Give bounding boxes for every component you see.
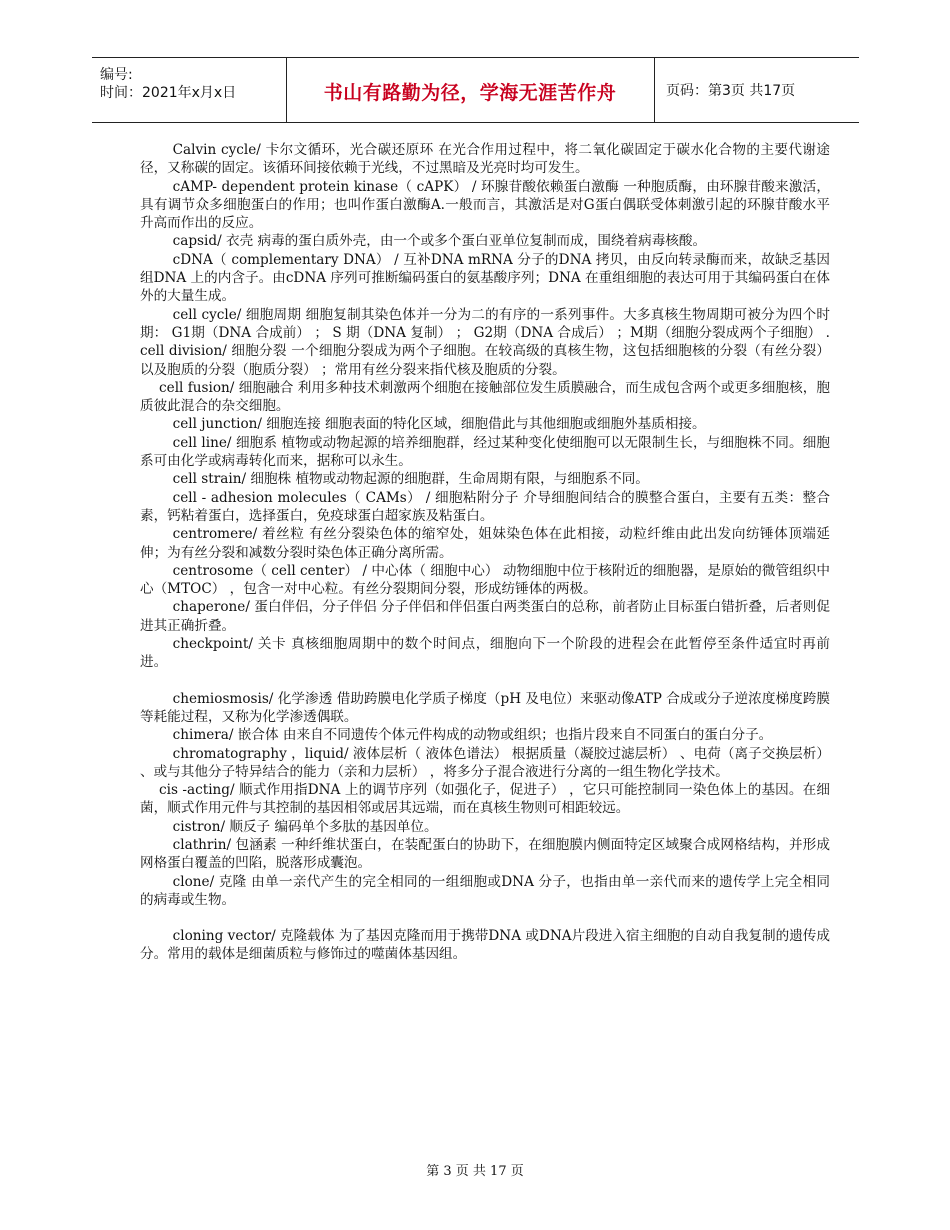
- entry-cdna: cDNA（ complementary DNA） / 互补DNA mRNA 分子的DNA 拷贝，由反向转录酶而来，故缺乏基因组DNA 上的内含子。由cDNA 序列可推断编码蛋白的氨基酸序列；DNA 在重组细胞的表达可用于其编码蛋白在体外的大量生成。: [140, 251, 830, 305]
- document-number-label: 编号:: [100, 67, 133, 83]
- entry-centromere: centromere/ 着丝粒 有丝分裂染色体的缩窄处，姐妹染色体在此相接，动粒纤维由此出发向纺锤体顶端延伸；为有丝分裂和减数分裂时染色体正确分离所需。: [140, 526, 830, 561]
- entry-cloning-vector: cloning vector/ 克隆载体 为了基因克隆而用于携带DNA 或DNA片段进入宿主细胞的自动自我复制的遗传成分。常用的载体是细菌质粒与修饰过的噬菌体基因组。: [140, 928, 830, 963]
- entry-cell-adhesion: cell - adhesion molecules（ CAMs） / 细胞粘附分子 介导细胞间结合的膜整合蛋白，主要有五类：整合素，钙粘着蛋白，选择蛋白，免疫球蛋白超家族及粘蛋白。: [140, 489, 830, 524]
- header-meta-cell: [92, 58, 287, 122]
- entry-cell-cycle: cell cycle/ 细胞周期 细胞复制其染色体并一分为二的有序的一系列事件。大多真核生物周期可被分为四个时期： G1期（DNA 合成前） ； S 期（DNA 复制） ； G2期（DNA 合成后） ；M期（细胞分裂成两个子细胞） . cell division/ 细胞分裂 一个细胞分裂成为两个子细胞。在较高级的真核生物，这包括细胞核的分裂（有丝分裂） 以及胞质的分裂（胞质分裂） ；常用有丝分裂来指代核及胞质的分裂。: [140, 306, 830, 378]
- header-motto-cell: [286, 58, 655, 122]
- entry-cistron: cistron/ 顺反子 编码单个多肽的基因单位。: [172, 818, 438, 835]
- header-motto: 书山有路勤为径，学海无涯苦作舟: [323, 82, 617, 104]
- header-page-code: 页码：第3页 共17页: [666, 83, 796, 99]
- entry-capsid: capsid/ 衣壳 病毒的蛋白质外壳，由一个或多个蛋白亚单位复制而成，围绕着病毒核酸。: [172, 233, 707, 250]
- entry-cell-line: cell line/ 细胞系 植物或动物起源的培养细胞群，经过某种变化使细胞可以无限制生长，与细胞株不同。细胞系可由化学或病毒转化而来，据称可以永生。: [140, 434, 830, 470]
- entry-chaperone: chaperone/ 蛋白伴侣，分子伴侣 分子伴侣和伴侣蛋白两类蛋白的总称，前者防止目标蛋白错折叠，后者则促进其正确折叠。: [140, 599, 830, 634]
- entry-clone: clone/ 克隆 由单一亲代产生的完全相同的一组细胞或DNA 分子，也指由单一亲代而来的遗传学上完全相同的病毒或生物。: [140, 873, 830, 908]
- entry-cell-strain: cell strain/ 细胞株 植物或动物起源的细胞群，生命周期有限，与细胞系不同。: [172, 471, 649, 488]
- document-date: 时间：2021年x月x日: [100, 85, 237, 101]
- entry-camp-kinase: cAMP- dependent protein kinase（ cAPK） / 环腺苷酸依赖蛋白激酶 一种胞质酶，由环腺苷酸来激活，具有调节众多细胞蛋白的作用；也叫作蛋白激酶A.一般而言，其激活是对G蛋白偶联受体刺激引起的环腺苷酸水平升高而作出的反应。: [140, 178, 830, 232]
- entry-checkpoint: checkpoint/ 关卡 真核细胞周期中的数个时间点，细胞向下一个阶段的进程会在此暂停至条件适宜时再前进。: [140, 636, 830, 671]
- entry-cell-fusion: cell fusion/ 细胞融合 利用多种技术刺激两个细胞在接触部位发生质膜融合，而生成包含两个或更多细胞核，胞质彼此混合的杂交细胞。: [140, 379, 830, 415]
- header-page-cell: [654, 58, 859, 122]
- entry-cis-acting: cis -acting/ 顺式作用指DNA 上的调节序列（如强化子，促进子） ，它只可能控制同一染色体上的基因。在细菌，顺式作用元件与其控制的基因相邻或居其远端，而在真核生物则可相距较远。: [140, 782, 830, 817]
- entry-chemiosmosis: chemiosmosis/ 化学渗透 借助跨膜电化学质子梯度（pH 及电位）来驱动像ATP 合成或分子逆浓度梯度跨膜等耗能过程，又称为化学渗透偶联。: [140, 690, 830, 725]
- glossary-body: [140, 141, 830, 964]
- entry-chromatography: chromatography ，liquid/ 液体层析（ 液体色谱法） 根据质量（凝胶过滤层析） 、电荷（离子交换层析） 、或与其他分子特异结合的能力（亲和力层析） ，将多分子混合液进行分离的一组生物化学技术。: [140, 745, 830, 780]
- paragraph-gap: [140, 672, 830, 690]
- paragraph-gap: [140, 909, 830, 927]
- page-footer: 第 3 页 共 17 页: [426, 1164, 524, 1179]
- entry-chimera: chimera/ 嵌合体 由来自不同遗传个体元件构成的动物或组织；也指片段来自不同蛋白的蛋白分子。: [172, 727, 773, 744]
- entry-clathrin: clathrin/ 包涵素 一种纤维状蛋白，在装配蛋白的协助下，在细胞膜内侧面特定区域聚合成网格结构，并形成网格蛋白覆盖的凹陷，脱落形成囊泡。: [140, 836, 830, 872]
- entry-cell-junction: cell junction/ 细胞连接 细胞表面的特化区域，细胞借此与其他细胞或细胞外基质相接。: [172, 416, 706, 433]
- entry-centrosome: centrosome（ cell center） / 中心体（ 细胞中心） 动物细胞中位于核附近的细胞器，是原始的微管组织中心（MTOC） ，包含一对中心粒。有丝分裂期间分裂，形成纺锤体的两极。: [140, 562, 830, 598]
- page-header: [92, 57, 859, 123]
- entry-calvin-cycle: Calvin cycle/ 卡尔文循环，光合碳还原环 在光合作用过程中，将二氧化碳固定于碳水化合物的主要代谢途径，又称碳的固定。该循环间接依赖于光线，不过黑暗及光亮时均可发生。: [140, 142, 830, 177]
